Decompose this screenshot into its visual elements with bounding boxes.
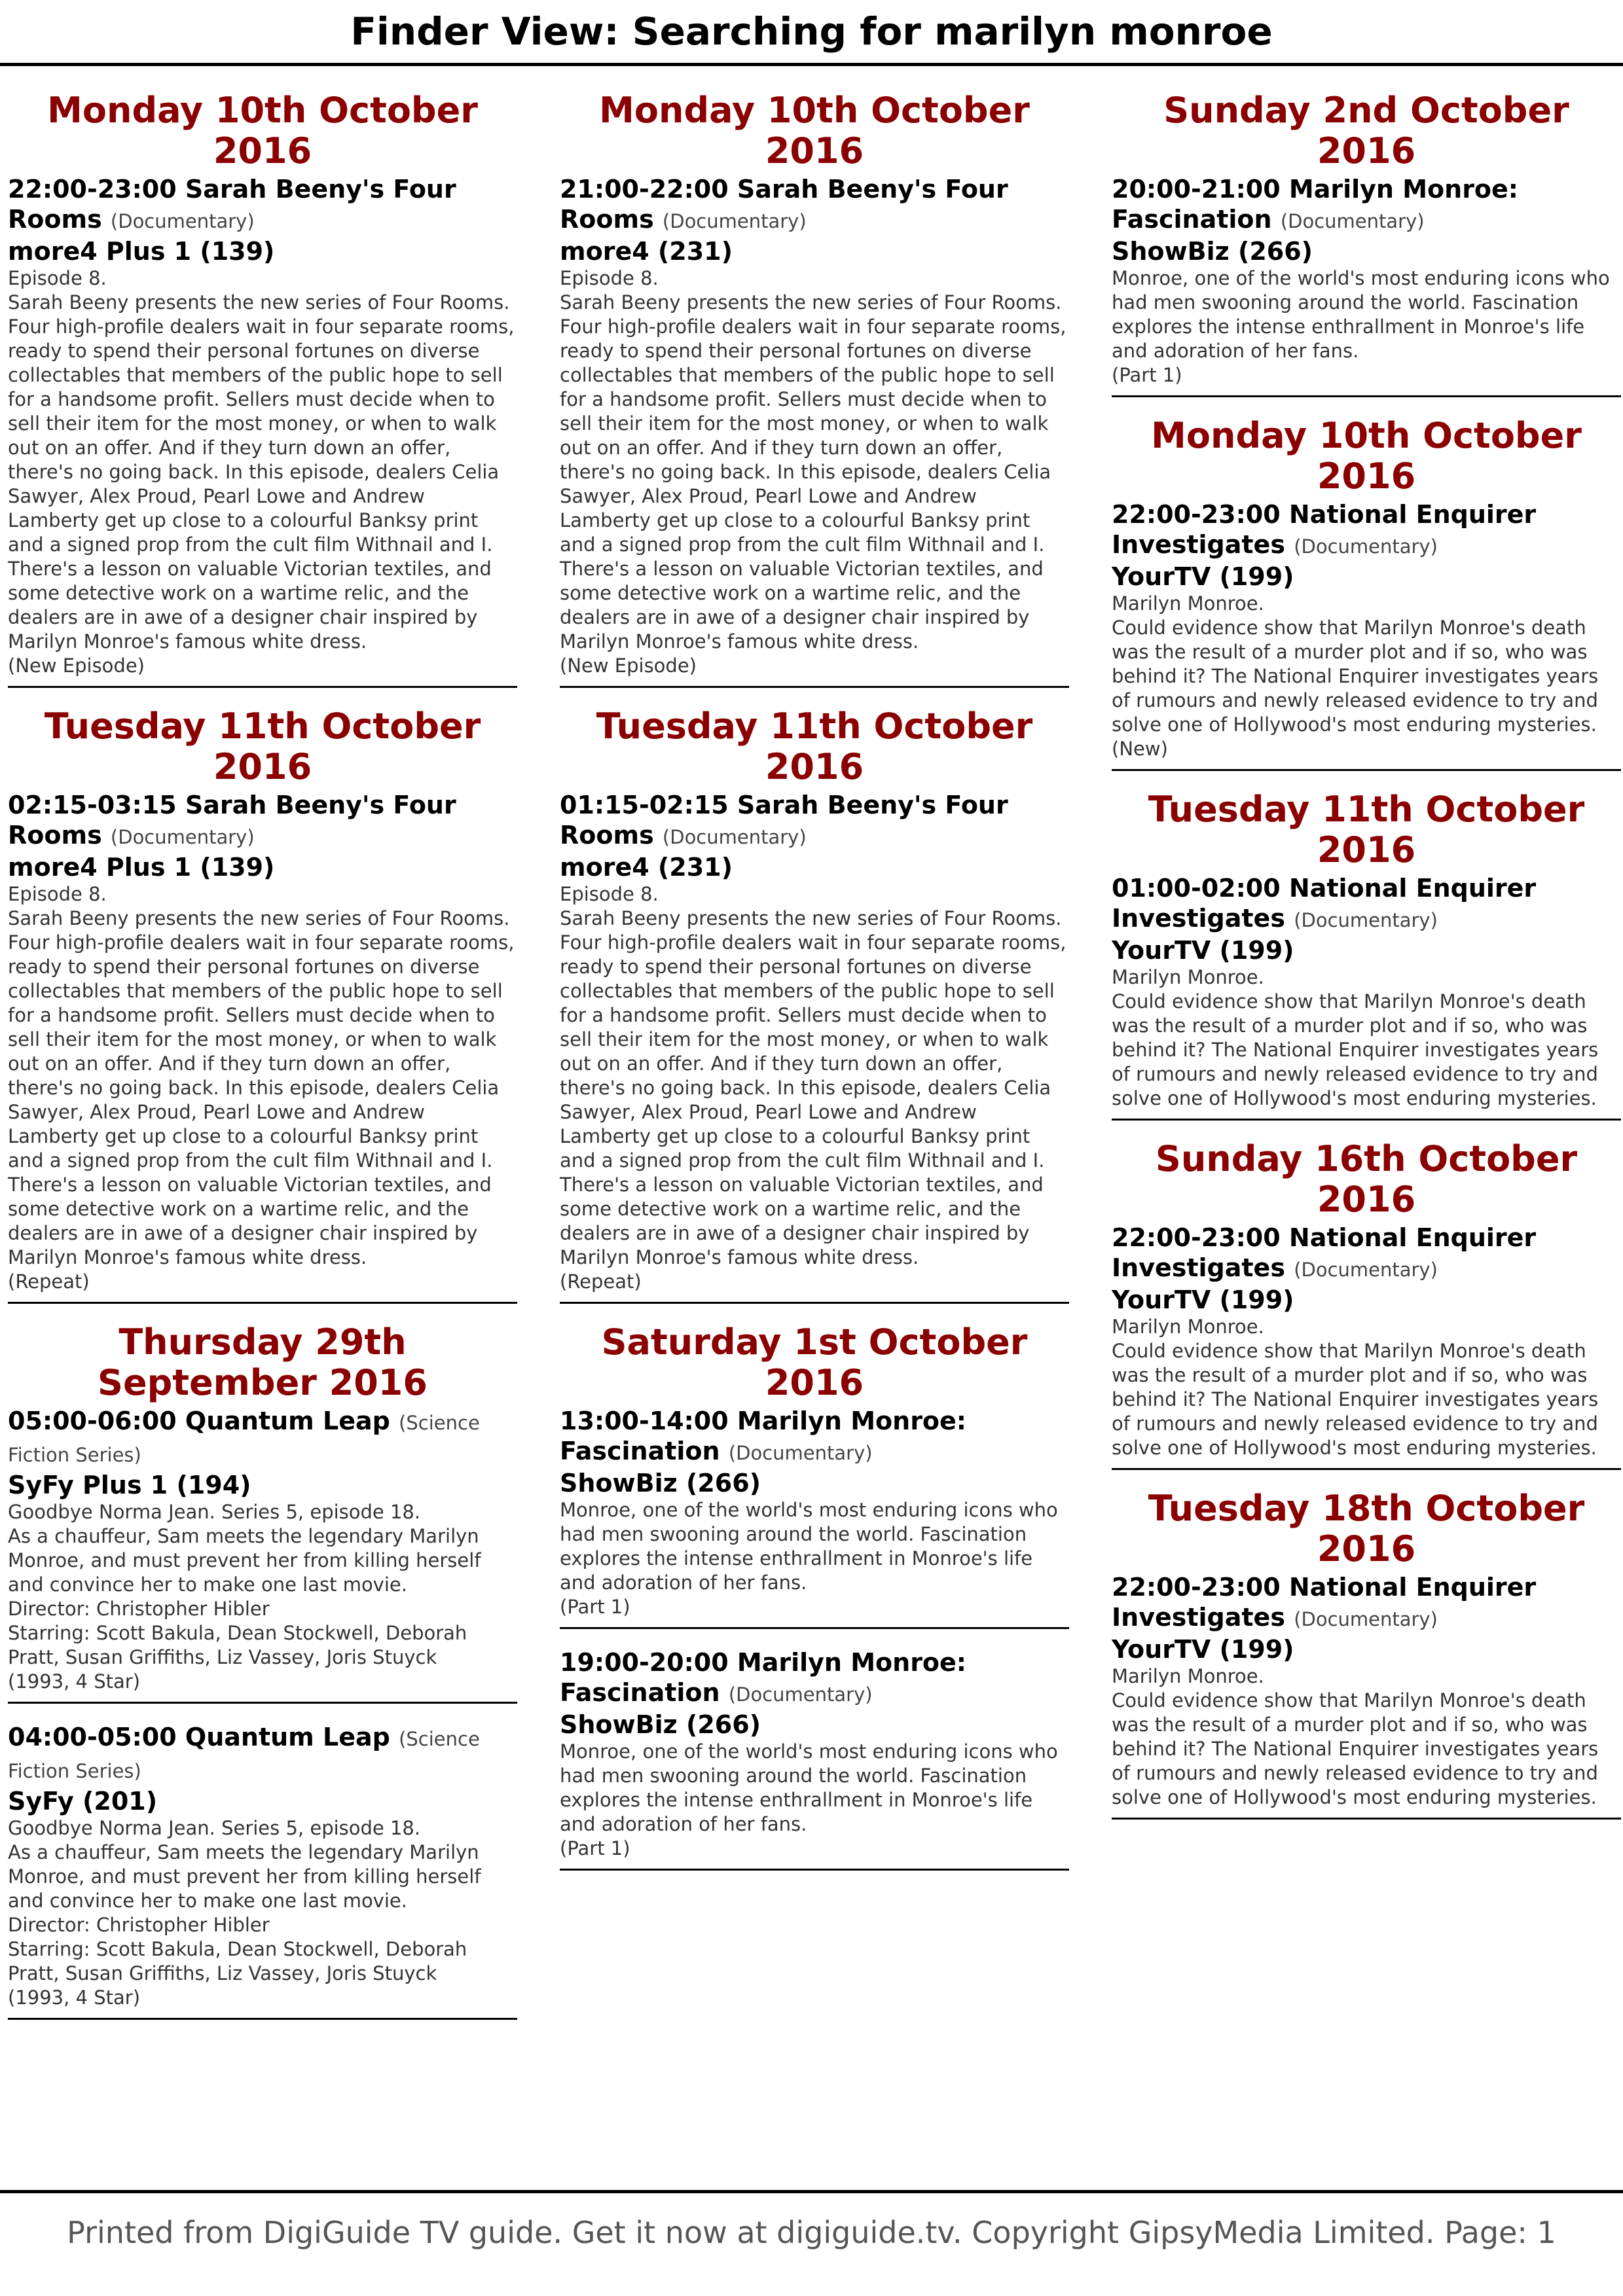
- programme-heading: [8, 790, 517, 852]
- programme-heading: [1112, 174, 1621, 236]
- page-title: Finder View: Searching for marilyn monroe: [350, 9, 1273, 54]
- programme-time-title: 04:00-05:00 Quantum Leap: [8, 1723, 390, 1751]
- listing-entry: [1112, 1223, 1621, 1470]
- programme-heading: [8, 1406, 517, 1470]
- programme-heading: [1112, 873, 1621, 935]
- programme-description: Marilyn Monroe. Could evidence show that Marilyn Monroe's death was the result of a murder plot and if so, who was behind it? The National Enquirer investigates years of rumours and newly released evidence to try and solve one of Hollywood's most enduring mysteries.: [1112, 1665, 1599, 1808]
- programme-time-title: 05:00-06:00 Quantum Leap: [8, 1407, 390, 1435]
- programme-description: Marilyn Monroe. Could evidence show that Marilyn Monroe's death was the result of a murder plot and if so, who was behind it? The National Enquirer investigates years of rumours and newly released evidence to try and solve one of Hollywood's most enduring mysteries.: [1112, 1316, 1599, 1459]
- channel-name: YourTV (199): [1112, 1635, 1294, 1664]
- day-heading: Tuesday 18th October 2016: [1148, 1488, 1585, 1570]
- programme-genre: (Documentary): [1280, 210, 1425, 232]
- channel-name: more4 (231): [560, 237, 733, 266]
- listing-entry: [560, 1647, 1069, 1871]
- programme-description: Goodbye Norma Jean. Series 5, episode 18. As a chauffeur, Sam meets the legendary Marilyn Monroe, and must prevent her from killing herself and convince her to make one last movie. Director: Christopher Hibler Starring: Scott Bakula, Dean Stockwell, Deborah Pratt, Susan Griffiths, Liz Vassey, Joris Stuyck (1993, 4 Star): [8, 1501, 481, 1693]
- listing-entry: [560, 1406, 1069, 1629]
- listing-entry: [1112, 1572, 1621, 1820]
- programme-genre: (Documentary): [1294, 1259, 1438, 1281]
- programme-time-title: 22:00-23:00 National Enquirer Investigates: [1112, 1573, 1537, 1632]
- listing-entry: [560, 174, 1069, 688]
- programme-description: Marilyn Monroe. Could evidence show that Marilyn Monroe's death was the result of a murder plot and if so, who was behind it? The National Enquirer investigates years of rumours and newly released evidence to try and solve one of Hollywood's most enduring mysteries.: [1112, 966, 1599, 1109]
- channel-name: more4 Plus 1 (139): [8, 853, 275, 882]
- programme-genre: (Science Fiction Series): [8, 1412, 480, 1466]
- programme-time-title: 13:00-14:00 Marilyn Monroe: Fascination: [560, 1407, 967, 1465]
- listing-column-3: [1112, 90, 1621, 1838]
- listing-entry: [1112, 873, 1621, 1121]
- programme-heading: [1112, 1572, 1621, 1634]
- programme-time-title: 21:00-22:00 Sarah Beeny's Four Rooms: [560, 175, 1008, 234]
- programme-description: Monroe, one of the world's most enduring icons who had men swooning around the world. Fascination explores the intense enthrallment in Monroe's life and adoration of her fans. (Part 1): [560, 1499, 1058, 1618]
- channel-name: ShowBiz (266): [1112, 237, 1313, 266]
- programme-heading: [8, 174, 517, 236]
- programme-time-title: 01:00-02:00 National Enquirer Investigates: [1112, 874, 1537, 933]
- channel-name: SyFy Plus 1 (194): [8, 1471, 251, 1499]
- programme-genre: (Documentary): [1294, 1608, 1438, 1630]
- channel-name: YourTV (199): [1112, 1285, 1294, 1314]
- programme-genre: (Documentary): [1294, 535, 1438, 558]
- listing-entry: [8, 1406, 517, 1704]
- listing-entry: [1112, 499, 1621, 771]
- channel-name: YourTV (199): [1112, 936, 1294, 965]
- listing-entry: [560, 790, 1069, 1304]
- listing-entry: [8, 174, 517, 688]
- day-heading: Thursday 29th September 2016: [98, 1321, 428, 1403]
- channel-name: YourTV (199): [1112, 562, 1294, 591]
- day-heading: Saturday 1st October 2016: [601, 1321, 1028, 1403]
- day-heading: Tuesday 11th October 2016: [1148, 789, 1585, 870]
- listing-column-2: [560, 90, 1069, 1889]
- day-heading: Monday 10th October 2016: [599, 90, 1030, 171]
- programme-genre: (Documentary): [662, 826, 807, 848]
- day-heading: Tuesday 11th October 2016: [44, 706, 481, 787]
- day-heading: Sunday 16th October 2016: [1155, 1138, 1578, 1220]
- programme-description: Episode 8. Sarah Beeny presents the new series of Four Rooms. Four high-profile dealers wait in four separate rooms, ready to spend their personal fortunes on diverse collectables that members of the public hope to sell for a handsome profit. Sellers must decide when to sell their item for the most money, or when to walk out on an offer. And if they turn down an offer, there's no going back. In this episode, dealers Celia Sawyer, Alex Proud, Pearl Lowe and Andrew Lamberty get up close to a colourful Banksy print and a signed prop from the cult film Withnail and I. There's a lesson on valuable Victorian textiles, and some detective work on a wartime relic, and the dealers are in awe of a designer chair inspired by Marilyn Monroe's famous white dress. (New Episode): [8, 267, 515, 677]
- programme-heading: [560, 174, 1069, 236]
- programme-time-title: 19:00-20:00 Marilyn Monroe: Fascination: [560, 1648, 967, 1707]
- programme-description: Marilyn Monroe. Could evidence show that Marilyn Monroe's death was the result of a murder plot and if so, who was behind it? The National Enquirer investigates years of rumours and newly released evidence to try and solve one of Hollywood's most enduring mysteries. (New): [1112, 592, 1599, 760]
- programme-time-title: 22:00-23:00 National Enquirer Investigates: [1112, 1223, 1537, 1282]
- programme-time-title: 02:15-03:15 Sarah Beeny's Four Rooms: [8, 791, 456, 850]
- programme-heading: [560, 1647, 1069, 1710]
- programme-genre: (Documentary): [728, 1683, 873, 1706]
- day-heading: Monday 10th October 2016: [1151, 415, 1582, 497]
- programme-heading: [560, 790, 1069, 852]
- programme-genre: (Documentary): [110, 826, 255, 848]
- programme-heading: [560, 1406, 1069, 1468]
- programme-heading: [1112, 499, 1621, 562]
- programme-genre: (Documentary): [110, 210, 255, 232]
- programme-genre: (Documentary): [728, 1442, 873, 1464]
- programme-genre: (Documentary): [662, 210, 807, 232]
- channel-name: ShowBiz (266): [560, 1710, 761, 1739]
- programme-time-title: 22:00-23:00 Sarah Beeny's Four Rooms: [8, 175, 456, 234]
- programme-description: Episode 8. Sarah Beeny presents the new series of Four Rooms. Four high-profile dealers wait in four separate rooms, ready to spend their personal fortunes on diverse collectables that members of the public hope to sell for a handsome profit. Sellers must decide when to sell their item for the most money, or when to walk out on an offer. And if they turn down an offer, there's no going back. In this episode, dealers Celia Sawyer, Alex Proud, Pearl Lowe and Andrew Lamberty get up close to a colourful Banksy print and a signed prop from the cult film Withnail and I. There's a lesson on valuable Victorian textiles, and some detective work on a wartime relic, and the dealers are in awe of a designer chair inspired by Marilyn Monroe's famous white dress. (New Episode): [560, 267, 1067, 677]
- programme-description: Goodbye Norma Jean. Series 5, episode 18. As a chauffeur, Sam meets the legendary Marilyn Monroe, and must prevent her from killing herself and convince her to make one last movie. Director: Christopher Hibler Starring: Scott Bakula, Dean Stockwell, Deborah Pratt, Susan Griffiths, Liz Vassey, Joris Stuyck (1993, 4 Star): [8, 1817, 481, 2009]
- day-heading: Monday 10th October 2016: [47, 90, 478, 171]
- bottom-divider: [0, 2190, 1623, 2193]
- channel-name: more4 (231): [560, 853, 733, 882]
- programme-description: Episode 8. Sarah Beeny presents the new series of Four Rooms. Four high-profile dealers wait in four separate rooms, ready to spend their personal fortunes on diverse collectables that members of the public hope to sell for a handsome profit. Sellers must decide when to sell their item for the most money, or when to walk out on an offer. And if they turn down an offer, there's no going back. In this episode, dealers Celia Sawyer, Alex Proud, Pearl Lowe and Andrew Lamberty get up close to a colourful Banksy print and a signed prop from the cult film Withnail and I. There's a lesson on valuable Victorian textiles, and some detective work on a wartime relic, and the dealers are in awe of a designer chair inspired by Marilyn Monroe's famous white dress. (Repeat): [8, 883, 515, 1293]
- channel-name: SyFy (201): [8, 1787, 158, 1816]
- programme-heading: [8, 1722, 517, 1786]
- day-heading: Tuesday 11th October 2016: [596, 706, 1033, 787]
- programme-genre: (Science Fiction Series): [8, 1728, 480, 1782]
- listing-entry: [1112, 174, 1621, 397]
- listing-column-1: [8, 90, 517, 2038]
- footer-text: Printed from DigiGuide TV guide. Get it now at digiguide.tv. Copyright GipsyMedia Limited. Page: 1: [67, 2215, 1556, 2250]
- programme-time-title: 22:00-23:00 National Enquirer Investigates: [1112, 500, 1537, 559]
- programme-description: Monroe, one of the world's most enduring icons who had men swooning around the world. Fascination explores the intense enthrallment in Monroe's life and adoration of her fans. (Part 1): [1112, 267, 1610, 386]
- listing-entry: [8, 1722, 517, 2020]
- top-divider: [0, 63, 1623, 66]
- listing-entry: [8, 790, 517, 1304]
- channel-name: more4 Plus 1 (139): [8, 237, 275, 266]
- programme-genre: (Documentary): [1294, 909, 1438, 931]
- programme-time-title: 01:15-02:15 Sarah Beeny's Four Rooms: [560, 791, 1008, 850]
- day-heading: Sunday 2nd October 2016: [1163, 90, 1569, 171]
- programme-description: Monroe, one of the world's most enduring icons who had men swooning around the world. Fascination explores the intense enthrallment in Monroe's life and adoration of her fans. (Part 1): [560, 1740, 1058, 1859]
- channel-name: ShowBiz (266): [560, 1469, 761, 1498]
- programme-time-title: 20:00-21:00 Marilyn Monroe: Fascination: [1112, 175, 1519, 234]
- programme-heading: [1112, 1223, 1621, 1285]
- programme-description: Episode 8. Sarah Beeny presents the new series of Four Rooms. Four high-profile dealers wait in four separate rooms, ready to spend their personal fortunes on diverse collectables that members of the public hope to sell for a handsome profit. Sellers must decide when to sell their item for the most money, or when to walk out on an offer. And if they turn down an offer, there's no going back. In this episode, dealers Celia Sawyer, Alex Proud, Pearl Lowe and Andrew Lamberty get up close to a colourful Banksy print and a signed prop from the cult film Withnail and I. There's a lesson on valuable Victorian textiles, and some detective work on a wartime relic, and the dealers are in awe of a designer chair inspired by Marilyn Monroe's famous white dress. (Repeat): [560, 883, 1067, 1293]
